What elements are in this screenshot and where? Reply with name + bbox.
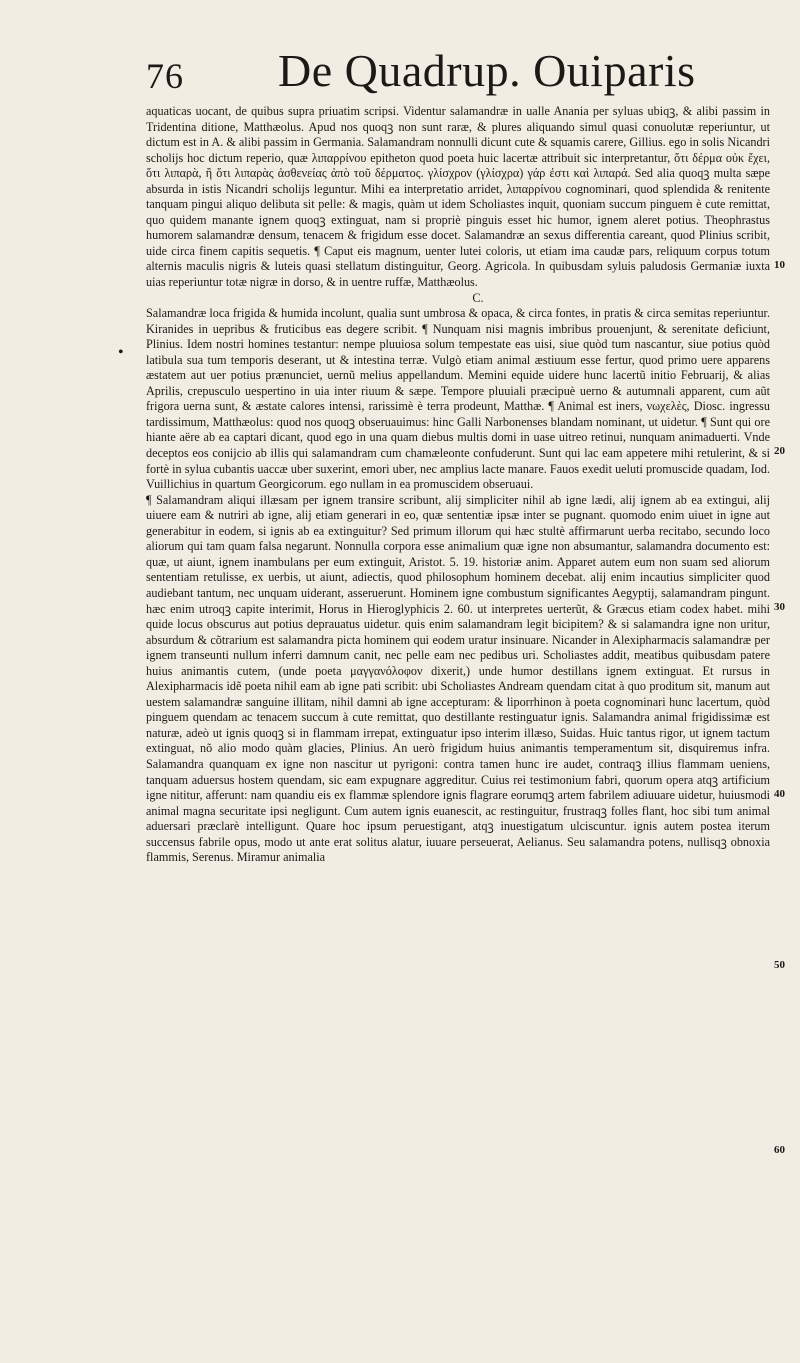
section-letter-c: C.: [472, 290, 484, 305]
margin-bullet-icon: •: [118, 344, 124, 361]
margin-line-number: 40: [774, 788, 785, 800]
margin-line-number: 10: [774, 259, 785, 271]
paragraph-habitat: Salamandræ loca frigida & humida incolunt, qualia sunt umbrosa & opaca, & circa fontes, in pratis & circa semitas reperiuntur. Kiranides in uepribus & fruticibus eas degere scribit. ¶ Nunquam nisi magnis imbribus prouenjunt, & serenitate deficiunt, Plinius. Idem nostri homines testantur: nempe pluuiosa solum tempestate eas uisi, siue quòd tum nascantur, siue potius quòd latibula sua tum temporis deserant, ut & intestina terræ. Vulgò etiam animal æstiuum esse fertur, quod primo uere apparens æstatem aut uer potius prænunciet, uernũ melius appellandum. Memini equide uidere hunc lacertũ initio Februarij, & alias Aprilis, crepusculo uespertino in uia inter riuum & sæpe. Tempore pluuiali præcipuè uerno & autumnali apparent, cum aũt frigora uerna sunt, & æstate calores intensi, rarissimè è terra prodeunt, Matthæ. ¶ Animal est iners, νωχελὲς, Diosc. ingressu tardissimum, Matthæolus: quod nos quoqꝫ obseruauimus: hinc Galli Narbonenses blandam nominant, ut uidetur. ¶ Sunt qui ore hiante aëre ab ea captari dicant, quod ego in una quam diebus multis domi in uase uitreo retinui, nunquam animaduerti. Vnde deceptos eos conijcio ab illis qui salamandram cum chamæleonte confuderunt. Sunt qui lac eam appetere mihi retulerint, & si fortè in sylua cubantis uaccæ uber suxerint, emori uber, nec amplius lacte manare. Fauos exedit ueluti promuscide quadam, Iod. Vuillichius in quartum Georgicorum. ego nullam in ea promuscidem obseruaui.: [146, 306, 770, 492]
margin-line-number: 50: [774, 959, 785, 971]
paragraph-description: aquaticas uocant, de quibus supra priuatim scripsi. Videntur salamandræ in ualle Anania per syluas ubiqꝫ, & alibi passim in Tridentina ditione, Matthæolus. Apud nos quoqꝫ non sunt raræ, & plures aliquando simul quasi conuolutæ reperiuntur, ut dictum est in A. & alibi passim in Germania. Salamandram nonnulli dicunt cute & squamis carere, Gillius. ego in solis Nicandri scholijs hoc dictum reperio, quæ λιπαρρίνου epitheton quod poeta huic lacertæ attribuit sic interpretantur, ὅτι δέρμα οὐκ ἔχει, ὅτι λιπαρὰ, ἢ ὅτι λιπαρὰς ἀσθενείας ἀπὸ τοῦ δέρματος. γλίσχρον (γλίσχρα) γάρ ἐστι καὶ λιπαρά. Sed alia quoqꝫ multa sæpe absurda in istis Nicandri scholijs leguntur. Mihi ea interpretatio arridet, λιπαρρίνου cognominari, quod splendida & renitente tanquam pingui aliquo delibuta sit pelle: & magis, quàm ut idem Scholiastes inquit, quoniam succum pinguem è cute remittat, quo quidem manante ignem quoqꝫ extinguat, nam si propriè pinguis esset hic humor, ignem aleret potius. Theophrastus humorem salamandræ densum, tenacem & frigidum esse docet. Salamandræ an sexus differentia careant, quod Plinius scribit, uide circa finem capitis sequetis. ¶ Caput eis magnum, uenter lutei coloris, ut etiam ima caudæ pars, reliquum corpus totum alternis maculis nigris & luteis quasi stellatum distinguitur, Georg. Agricola. In quibusdam syluis paludosis Germaniæ iuxta uias reperiuntur totæ nigræ in dorso, & in uentre ruffæ, Matthæolus.: [146, 104, 770, 290]
main-text-column: [146, 104, 770, 866]
margin-line-number: 30: [774, 601, 785, 613]
page-number: 76: [146, 56, 184, 96]
margin-line-number: 20: [774, 445, 785, 457]
page-header: [0, 38, 800, 108]
paragraph-fire: ¶ Salamandram aliqui illæsam per ignem transire scribunt, alij simpliciter nihil ab igne lædi, alij ignem ab ea extingui, alij uiuere eam & nutriri ab igne, alij etiam generari in eo, quæ sententiæ ipsæ inter se pugnant. quomodo enim uiuet in igne aut generabitur in eodem, si ignis ab ea extinguitur? Sed primum illorum qui hæc stultè affirmarunt uerba recitabo, secundo loco aliorum qui tam quam falsa negarunt. Nonnulla corpora esse animalium quæ igne non absumantur, salamandra documento est: quæ, ut aiunt, ignem inambulans per eum extinguit, Aristot. 5. 19. historiæ anim. Apparet autem eum non suam sed aliorum sententiam retulisse, ex uerbis, ut aiunt, adiectis, quod philosophum hominem decebat. alij enim incautius simpliciter quod audiebant tantum, nec unquam uiderant, asseruerunt. Hominem igne combustum significantes Aegyptij, salamandram pingunt. hæc enim utroqꝫ capite interimit, Horus in Hieroglyphicis 2. 60. ut interpretes uerterũt, & Græcus etiam codex habet. mihi quide locus obscurus aut potius deprauatus uidetur. quis enim salamandram legit bicipitem? & si salamandra igne non uritur, absurdum & cõtrarium est salamandra picta hominem qui eodem uratur insinuare. Nicander in Alexipharmacis salamandræ per ignem transeunti nullum inferri damnum canit, nec pelle eam nec pedibus uri. Scholiastes addit, meatibus quibusdam patere huius animantis cutem, (unde poeta μαγγανόλοφον dixerit,) unde humor destillans ignem extinguat. Et rursus in Alexipharmacis idẽ poeta nihil eam ab igne pati scribit: ubi Scholiastes Andream quendam citat à quo proditum sit, manum aut uestem salamandræ sanguine illitam, nihil damni ab igne accepturam: & liporrhinon à poeta cognominari hunc lacertum, quòd pinguem quendam ac tenacem succum à cute remittat, quo destillante restinguatur ignis. Salamandra animal frigidissimæ est naturæ, adeò ut ignis quoqꝫ si in flammam irrepat, extinguatur ipso interim illæso, Suidas. Huic tantus rigor, ut ignem tactum extinguat, nõ alio modo quàm glacies, Plinius. An uerò frigidum huius animantis temperamentum sit, disquiremus infra. Salamandra quanquam ex igne non nascitur ut pyrigoni: contra tamen hunc ire audet, contraqꝫ illius flammam ueniens, tanquam aduersus hostem quendam, sic eam expugnare aggreditur. Cuius rei testimonium fabri, quorum opera atqꝫ artificium igne nititur, afferunt: nam quandiu eis ex flammæ splendore ignis flagrare eorumqꝫ artem fabrilem adiuuare uidetur, huiusmodi animal magna securitate ipsi negligunt. Cum autem ignis euanescit, ac restinguitur, frustraqꝫ folles flant, hoc sibi tum animal aduersari præclarè intelligunt. Quare hoc ipsum peruestigant, atqꝫ inuestigatum ulciscuntur. ignis autem postea iterum succensus fabrile opus, modo ut ante erat solitus alatur, iuuare perseuerat, Aelianus. Seu salamandra potens, nullisqꝫ obnoxia flammis, Serenus. Miramur animalia: [146, 492, 770, 865]
running-head-title: De Quadrup. Ouiparis: [278, 45, 696, 96]
margin-line-number: 60: [774, 1144, 785, 1156]
